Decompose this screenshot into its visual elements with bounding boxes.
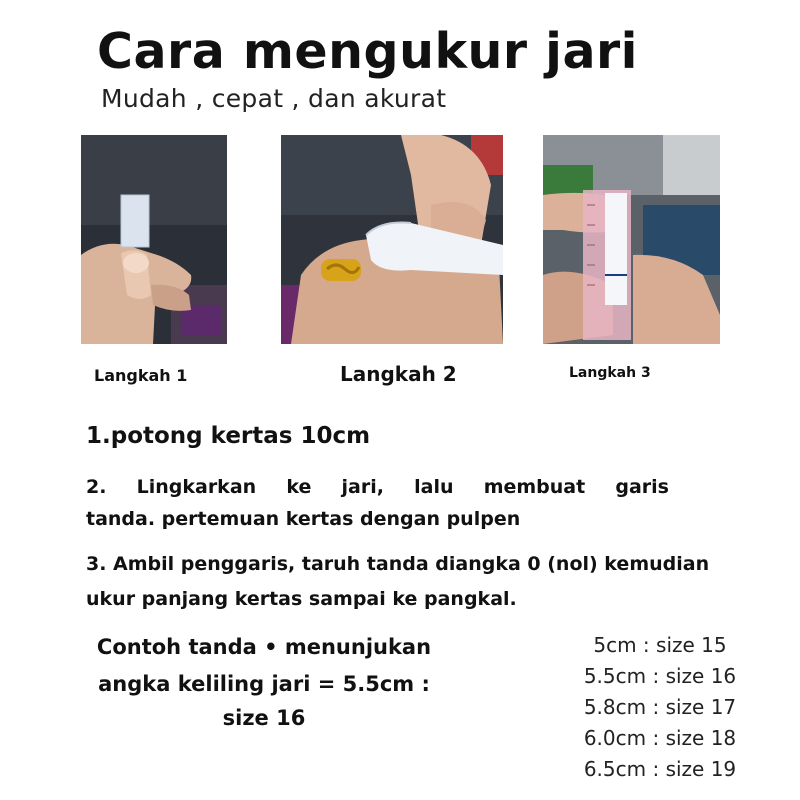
instruction-step3-line2: ukur panjang kertas sampai ke pangkal.	[86, 588, 517, 610]
page-title: Cara mengukur jari	[97, 23, 638, 80]
size-chart	[560, 630, 760, 785]
page-subtitle: Mudah , cepat , dan akurat	[101, 84, 447, 113]
size-chart-row: 5.5cm : size 16	[583, 664, 737, 688]
step3-photo	[543, 135, 720, 344]
example-line3: size 16	[222, 706, 306, 730]
size-chart-row: 5cm : size 15	[593, 633, 727, 657]
step2-label: Langkah 2	[340, 362, 457, 386]
instruction-step3-line1: 3. Ambil penggaris, taruh tanda diangka 0 (nol) kemudian	[86, 553, 710, 575]
size-chart-row: 6.5cm : size 19	[583, 757, 737, 781]
size-chart-row: 5.8cm : size 17	[583, 695, 737, 719]
step1-photo	[81, 135, 227, 344]
step3-label: Langkah 3	[569, 365, 651, 381]
example-line1: Contoh tanda • menunjukan	[96, 635, 432, 659]
instruction-step2-line2: tanda. pertemuan kertas dengan pulpen	[86, 508, 521, 530]
instruction-step2-line1: 2. Lingkarkan ke jari, lalu membuat garis	[86, 476, 669, 498]
step1-label: Langkah 1	[94, 366, 188, 385]
size-chart-row: 6.0cm : size 18	[583, 726, 737, 750]
step2-photo	[281, 135, 503, 344]
instruction-step1: 1.potong kertas 10cm	[86, 423, 371, 449]
example-line2: angka keliling jari = 5.5cm :	[98, 672, 430, 696]
